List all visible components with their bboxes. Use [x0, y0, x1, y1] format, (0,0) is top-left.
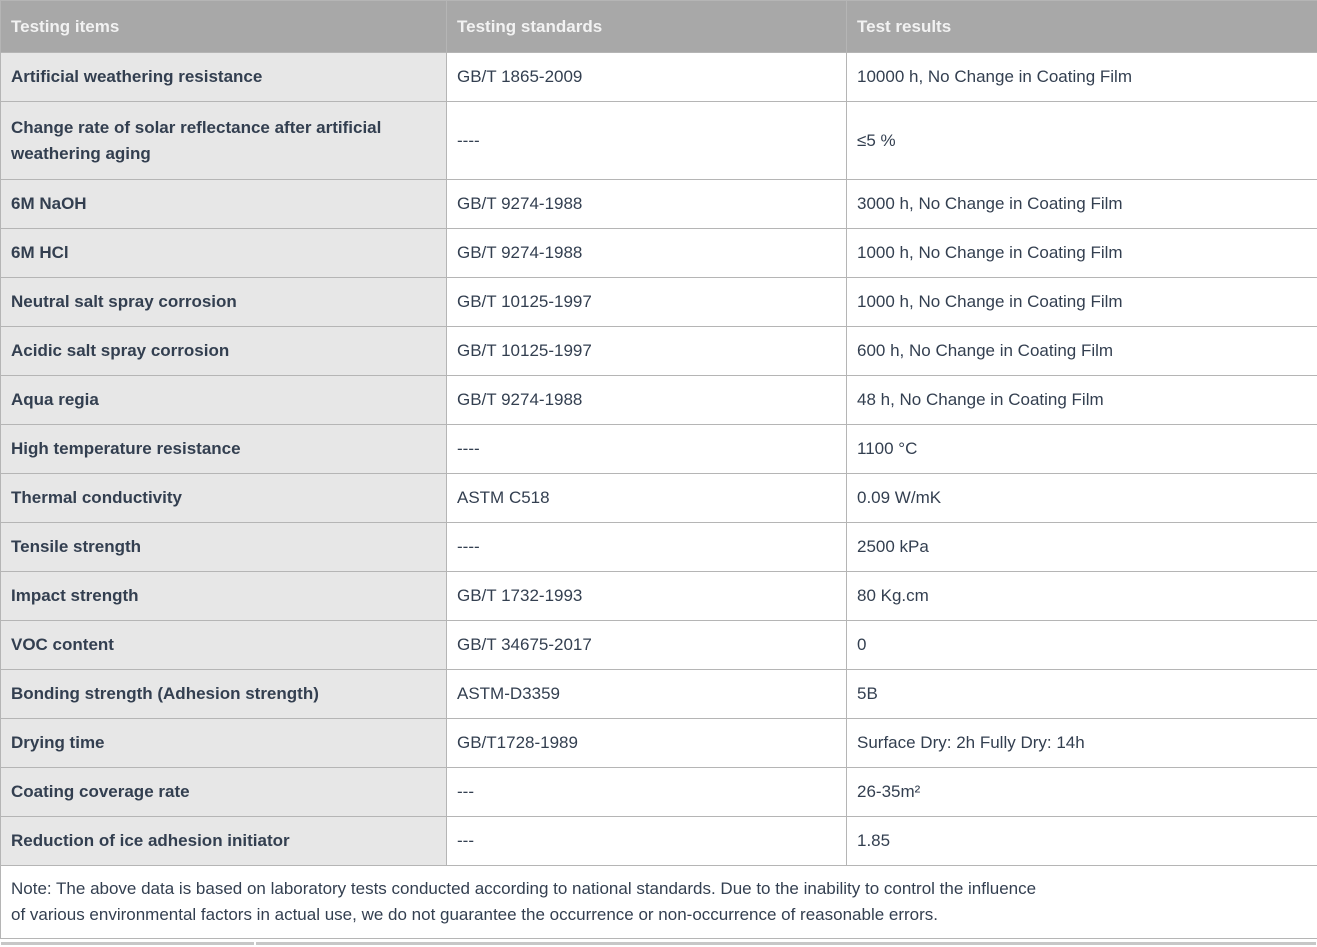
cutoff-next-row: [0, 939, 1317, 947]
cell-standard: [447, 621, 847, 670]
cell-standard: [447, 474, 847, 523]
result-text: 5B: [857, 684, 878, 703]
table-row: [1, 278, 1317, 327]
standard-text: ---: [457, 782, 474, 801]
cell-result: [847, 768, 1317, 817]
standard-text: ASTM-D3359: [457, 684, 560, 703]
item-text: Neutral salt spray corrosion: [11, 292, 237, 312]
cell-result: [847, 719, 1317, 768]
cell-result: [847, 327, 1317, 376]
cell-result: [847, 229, 1317, 278]
cell-result: [847, 621, 1317, 670]
standard-text: GB/T 10125-1997: [457, 341, 592, 360]
table-row: [1, 180, 1317, 229]
item-text: Acidic salt spray corrosion: [11, 341, 230, 361]
table-row: [1, 53, 1317, 102]
cell-item: [1, 572, 447, 621]
cell-item: [1, 376, 447, 425]
result-text: 1100 °C: [857, 439, 918, 458]
table-row: [1, 719, 1317, 768]
item-text: VOC content: [11, 635, 114, 655]
result-text: 3000 h, No Change in Coating Film: [857, 194, 1123, 213]
result-text: 26-35m²: [857, 782, 921, 801]
result-text: 600 h, No Change in Coating Film: [857, 341, 1114, 360]
cell-standard: [447, 376, 847, 425]
cell-item: [1, 474, 447, 523]
header-test-results: Test results: [847, 1, 1317, 53]
item-text: Reduction of ice adhesion initiator: [11, 831, 290, 851]
cell-item: [1, 327, 447, 376]
note-cell: [1, 866, 1317, 939]
cell-item: [1, 425, 447, 474]
cell-item: [1, 278, 447, 327]
standard-text: GB/T 9274-1988: [457, 194, 583, 213]
cell-standard: [447, 229, 847, 278]
item-text: High temperature resistance: [11, 439, 241, 459]
table-row: [1, 817, 1317, 866]
result-text: ≤5 %: [857, 130, 896, 150]
header-testing-items: Testing items: [1, 1, 447, 53]
result-text: 0.09 W/mK: [857, 488, 942, 507]
item-text: Tensile strength: [11, 537, 142, 557]
table-row: [1, 102, 1317, 180]
result-text: 1.85: [857, 831, 891, 850]
cell-item: [1, 180, 447, 229]
cell-standard: [447, 670, 847, 719]
standard-text: ----: [457, 537, 480, 556]
result-text: 0: [857, 635, 867, 654]
cell-result: [847, 425, 1317, 474]
item-text: Change rate of solar reflectance after artificial weathering aging: [11, 118, 382, 163]
table-row: [1, 474, 1317, 523]
standard-text: GB/T 34675-2017: [457, 635, 592, 654]
item-text: 6M HCl: [11, 243, 69, 263]
standard-text: GB/T1728-1989: [457, 733, 578, 752]
cell-result: [847, 817, 1317, 866]
item-text: Impact strength: [11, 586, 139, 606]
standard-text: GB/T 1865-2009: [457, 67, 583, 86]
table-row: [1, 376, 1317, 425]
table-row: [1, 327, 1317, 376]
cell-standard: [447, 278, 847, 327]
cell-standard: [447, 719, 847, 768]
cell-item: [1, 523, 447, 572]
cell-standard: [447, 327, 847, 376]
cell-item: [1, 768, 447, 817]
cell-result: [847, 376, 1317, 425]
cell-item: [1, 53, 447, 102]
header-testing-standards: Testing standards: [447, 1, 847, 53]
result-text: 80 Kg.cm: [857, 586, 929, 605]
standard-text: GB/T 9274-1988: [457, 390, 583, 409]
cell-standard: [447, 523, 847, 572]
table-row: [1, 572, 1317, 621]
cell-result: [847, 523, 1317, 572]
cell-item: [1, 719, 447, 768]
cutoff-row-right-segment: [256, 942, 1316, 945]
note-text-line2: of various environmental factors in actual use, we do not guarantee the occurrence or non-occurrence of reasonable errors.: [11, 905, 939, 924]
cell-result: [847, 278, 1317, 327]
cell-item: [1, 817, 447, 866]
standard-text: ---: [457, 831, 474, 850]
table-row: [1, 621, 1317, 670]
cell-result: [847, 102, 1317, 180]
cell-standard: [447, 180, 847, 229]
cell-result: [847, 53, 1317, 102]
result-text: 10000 h, No Change in Coating Film: [857, 67, 1132, 86]
cutoff-row-left-segment: [1, 942, 254, 945]
cell-item: [1, 229, 447, 278]
standard-text: ASTM C518: [457, 488, 550, 507]
standard-text: GB/T 1732-1993: [457, 586, 583, 605]
cell-result: [847, 572, 1317, 621]
cell-standard: [447, 102, 847, 180]
item-text: Thermal conductivity: [11, 488, 182, 508]
table-row: [1, 229, 1317, 278]
table-row: [1, 425, 1317, 474]
item-text: Aqua regia: [11, 390, 99, 410]
cell-item: [1, 621, 447, 670]
standard-text: GB/T 10125-1997: [457, 292, 592, 311]
result-text: 48 h, No Change in Coating Film: [857, 390, 1104, 409]
item-text: Drying time: [11, 733, 105, 753]
standard-text: ----: [457, 439, 480, 458]
cell-result: [847, 670, 1317, 719]
result-text: 1000 h, No Change in Coating Film: [857, 292, 1123, 311]
cell-result: [847, 180, 1317, 229]
table-row: [1, 768, 1317, 817]
table-header-row: [1, 1, 1317, 53]
table-row: [1, 523, 1317, 572]
result-text: Surface Dry: 2h Fully Dry: 14h: [857, 733, 1085, 752]
item-text: Artificial weathering resistance: [11, 67, 263, 87]
cell-standard: [447, 768, 847, 817]
cell-standard: [447, 425, 847, 474]
cell-standard: [447, 53, 847, 102]
standard-text: ----: [457, 130, 480, 150]
cell-item: [1, 670, 447, 719]
note-text-line1: Note: The above data is based on laboratory tests conducted according to national standards. Due to the inability to control the influence: [11, 878, 1037, 898]
result-text: 1000 h, No Change in Coating Film: [857, 243, 1123, 262]
cell-standard: [447, 572, 847, 621]
cell-item: [1, 102, 447, 180]
cell-standard: [447, 817, 847, 866]
item-text: Coating coverage rate: [11, 782, 190, 802]
note-row: [1, 866, 1317, 939]
table-row: [1, 670, 1317, 719]
item-text: 6M NaOH: [11, 194, 87, 214]
cell-result: [847, 474, 1317, 523]
result-text: 2500 kPa: [857, 537, 929, 556]
item-text: Bonding strength (Adhesion strength): [11, 684, 319, 704]
standard-text: GB/T 9274-1988: [457, 243, 583, 262]
